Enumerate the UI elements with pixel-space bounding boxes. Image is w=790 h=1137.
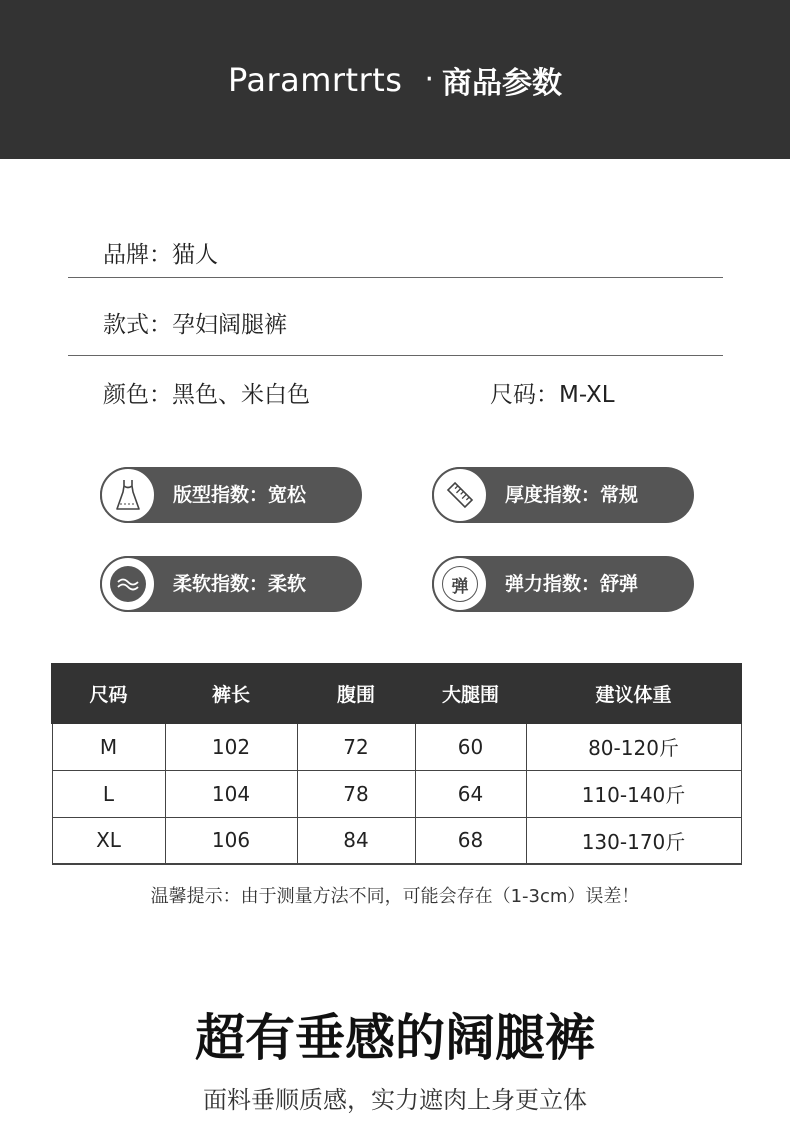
divider <box>68 277 723 278</box>
header-thigh: 大腿围 <box>415 664 526 723</box>
softness-index-label: 柔软指数：柔软 <box>173 573 307 595</box>
header-length: 裤长 <box>165 664 297 723</box>
thickness-index-pill <box>432 467 694 523</box>
cell-thigh: 60 <box>415 723 526 770</box>
color-row: 颜色：黑色、米白色 <box>103 382 310 408</box>
table-row <box>52 770 741 817</box>
fit-index-pill <box>100 467 362 523</box>
elasticity-index-label: 弹力指数：舒弹 <box>505 573 639 595</box>
header-title-cn: 商品参数 <box>442 65 563 101</box>
header-size: 尺码 <box>52 664 165 723</box>
thickness-index-label: 厚度指数：常规 <box>505 484 639 506</box>
divider <box>68 355 723 356</box>
promo-subline: 面料垂顺质感，实力遮肉上身更立体 <box>203 1086 587 1114</box>
size-range: 尺码：M-XL <box>490 382 615 408</box>
style-row: 款式：孕妇阔腿裤 <box>103 312 287 338</box>
cell-length: 102 <box>165 723 297 770</box>
table-row <box>52 723 741 770</box>
cell-weight: 80-120斤 <box>526 723 741 770</box>
cell-waist: 78 <box>297 770 415 817</box>
wave-icon <box>100 556 156 612</box>
measurement-notice: 温馨提示：由于测量方法不同，可能会存在（1-3cm）误差！ <box>150 886 640 907</box>
cell-thigh: 64 <box>415 770 526 817</box>
ruler-icon <box>432 467 488 523</box>
header-banner <box>0 0 790 159</box>
cell-waist: 72 <box>297 723 415 770</box>
table-header-row <box>52 664 741 723</box>
fit-index-label: 版型指数：宽松 <box>173 484 307 506</box>
size-chart-table <box>51 663 742 865</box>
cell-length: 106 <box>165 817 297 864</box>
brand-row: 品牌：猫人 <box>103 242 218 268</box>
elastic-icon-badge: 弹 <box>442 566 478 602</box>
header-weight: 建议体重 <box>526 664 741 723</box>
cell-weight: 110-140斤 <box>526 770 741 817</box>
elastic-icon <box>432 556 488 612</box>
cell-size: M <box>52 723 165 770</box>
cell-weight: 130-170斤 <box>526 817 741 864</box>
table-row <box>52 817 741 864</box>
cell-thigh: 68 <box>415 817 526 864</box>
header-waist: 腹围 <box>297 664 415 723</box>
header-dot: · <box>424 62 435 97</box>
cell-size: XL <box>52 817 165 864</box>
wave-icon-badge <box>110 566 146 602</box>
cell-size: L <box>52 770 165 817</box>
header-title-en: Paramrtrts <box>227 60 403 99</box>
dress-icon <box>100 467 156 523</box>
softness-index-pill <box>100 556 362 612</box>
cell-length: 104 <box>165 770 297 817</box>
elasticity-index-pill <box>432 556 694 612</box>
promo-headline: 超有垂感的阔腿裤 <box>195 1009 595 1067</box>
cell-waist: 84 <box>297 817 415 864</box>
